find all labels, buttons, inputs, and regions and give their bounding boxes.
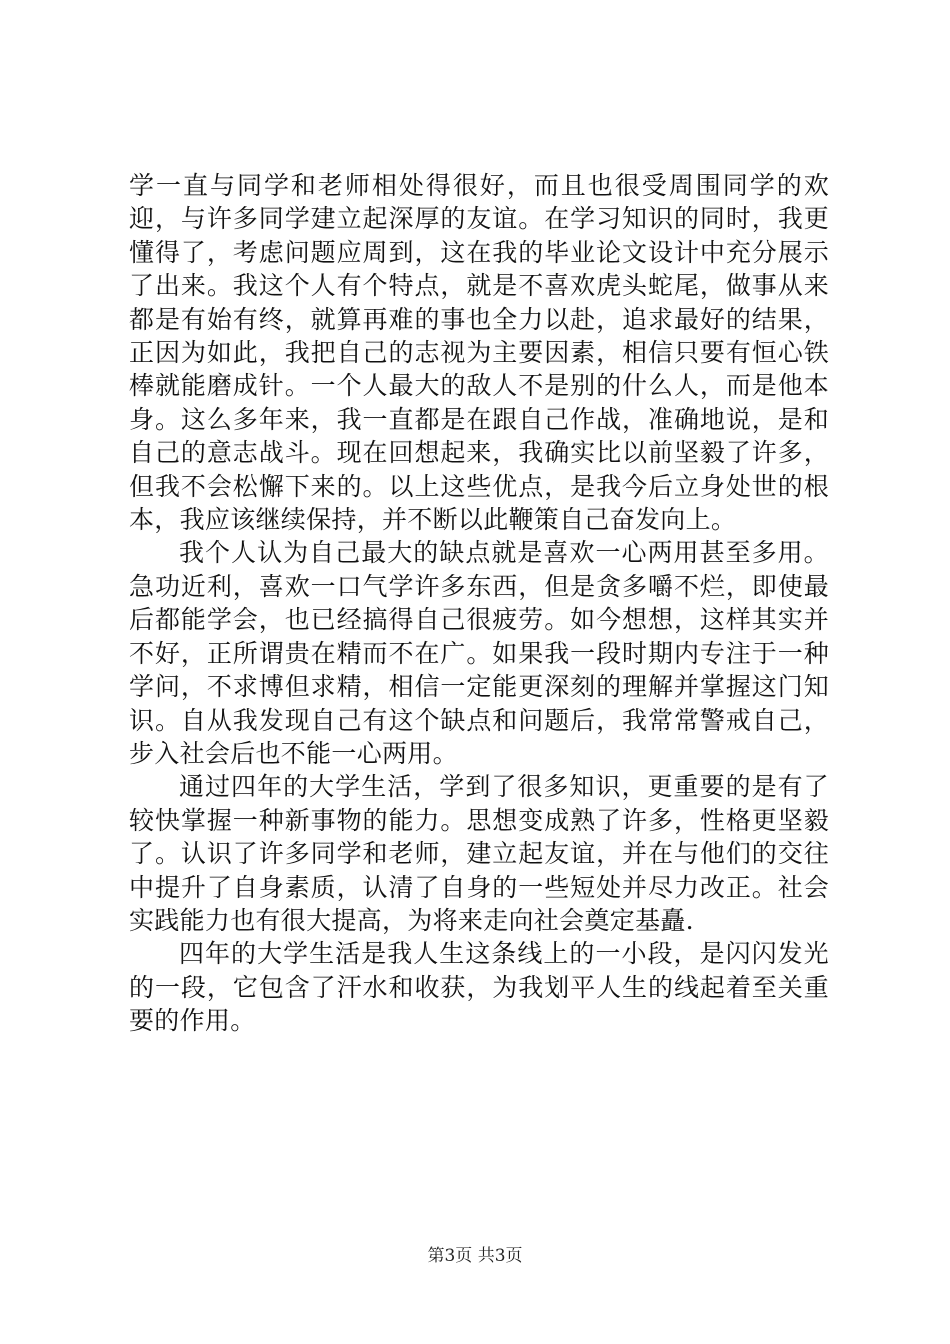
document-body — [129, 169, 829, 1038]
paragraph-continued: 学一直与同学和老师相处得很好，而且也很受周围同学的欢迎，与许多同学建立起深厚的友谊。在学习知识的同时，我更懂得了，考虑问题应周到，这在我的毕业论文设计中充分展示了出来。我这个人有个特点，就是不喜欢虎头蛇尾，做事从来都是有始有终，就算再难的事也全力以赴，追求最好的结果，正因为如此，我把自己的志视为主要因素，相信只要有恒心铁棒就能磨成针。一个人最大的敌人不是别的什么人，而是他本身。这么多年来，我一直都是在跟自己作战，准确地说，是和自己的意志战斗。现在回想起来，我确实比以前坚毅了许多，但我不会松懈下来的。以上这些优点，是我今后立身处世的根本，我应该继续保持，并不断以此鞭策自己奋发向上。 — [129, 171, 829, 535]
paragraph-conclusion: 四年的大学生活是我人生这条线上的一小段，是闪闪发光的一段，它包含了汗水和收获，为我划平人生的线起着至关重要的作用。 — [129, 939, 829, 1036]
page-footer: 第3页 共3页 — [427, 1246, 523, 1266]
paragraph-shortcomings: 我个人认为自己最大的缺点就是喜欢一心两用甚至多用。急功近利，喜欢一口气学许多东西，但是贪多嚼不烂，即使最后都能学会，也已经搞得自己很疲劳。如今想想，这样其实并不好，正所谓贵在精而不在广。如果我一段时期内专注于一种学问，不求博但求精，相信一定能更深刻的理解并掌握这门知识。自从我发现自己有这个缺点和问题后，我常常警戒自己，步入社会后也不能一心两用。 — [129, 538, 829, 768]
paragraph-four-years: 通过四年的大学生活，学到了很多知识，更重要的是有了较快掌握一种新事物的能力。思想变成熟了许多，性格更坚毅了。认识了许多同学和老师，建立起友谊，并在与他们的交往中提升了自身素质，认清了自身的一些短处并尽力改正。社会实践能力也有很大提高，为将来走向社会奠定基矗. — [129, 772, 829, 935]
